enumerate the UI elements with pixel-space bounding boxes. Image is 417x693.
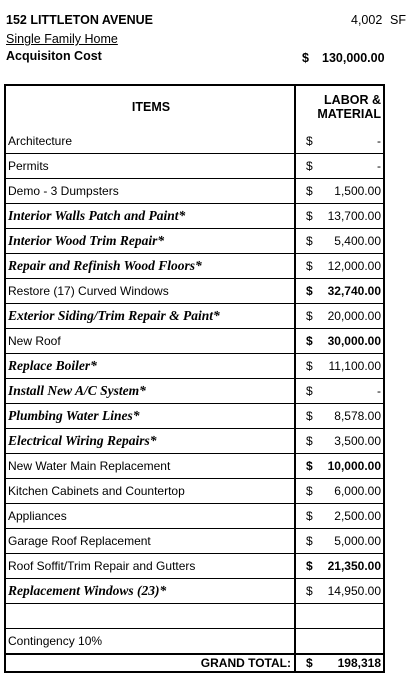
labor-header-line1: LABOR & [324,93,381,107]
item-name: Restore (17) Curved Windows [6,279,296,303]
grand-total-currency: $ [306,656,313,670]
item-currency: $ [306,409,313,423]
table-row [6,153,383,178]
item-name: Replace Boiler* [6,354,296,378]
item-cost-cell [296,279,383,303]
item-name: Interior Wood Trim Repair* [6,229,296,253]
property-type: Single Family Home [6,32,118,46]
item-cost-cell [296,379,383,403]
item-cost-cell [296,529,383,553]
item-name: Permits [6,154,296,178]
item-amount: 14,950.00 [327,584,381,598]
item-cost-cell [296,204,383,228]
table-row [6,453,383,478]
item-amount: 32,740.00 [327,284,381,298]
item-cost-cell [296,579,383,603]
item-currency: $ [306,484,313,498]
table-row [6,228,383,253]
table-row [6,603,383,628]
item-cost-cell [296,254,383,278]
item-name: Demo - 3 Dumpsters [6,179,296,203]
item-currency: $ [306,334,313,348]
item-name: Kitchen Cabinets and Countertop [6,479,296,503]
item-currency: $ [306,359,313,373]
table-row [6,128,383,153]
item-name: New Water Main Replacement [6,454,296,478]
item-cost-cell [296,128,383,153]
item-amount: 21,350.00 [327,559,381,573]
item-currency: $ [306,159,313,173]
item-amount: - [377,384,381,398]
table-row [6,503,383,528]
item-amount: 5,000.00 [334,534,381,548]
item-amount: 30,000.00 [327,334,381,348]
item-amount: 12,000.00 [327,259,381,273]
item-currency: $ [306,259,313,273]
item-name: Replacement Windows (23)* [6,579,296,603]
item-amount: 1,500.00 [334,184,381,198]
item-currency: $ [306,534,313,548]
item-currency: $ [306,509,313,523]
table-row [6,278,383,303]
item-amount: 2,500.00 [334,509,381,523]
cost-table [4,84,385,673]
table-body [6,128,383,653]
item-currency: $ [306,309,313,323]
item-name: Architecture [6,128,296,153]
item-name: Exterior Siding/Trim Repair & Paint* [6,304,296,328]
item-name: New Roof [6,329,296,353]
item-name: Electrical Wiring Repairs* [6,429,296,453]
item-name: Garage Roof Replacement [6,529,296,553]
square-footage-unit: SF [390,13,406,27]
grand-total-value: 198,318 [337,656,381,670]
item-currency: $ [306,184,313,198]
table-header-row [6,86,383,128]
table-row [6,328,383,353]
item-name: Contingency 10% [6,629,296,653]
item-cost-cell [296,454,383,478]
table-row [6,528,383,553]
grand-total-row [6,653,383,671]
item-amount: - [377,159,381,173]
item-cost-cell [296,304,383,328]
table-row [6,203,383,228]
item-cost-cell [296,154,383,178]
item-currency: $ [306,234,313,248]
table-row [6,303,383,328]
item-amount: 8,578.00 [334,409,381,423]
item-cost-cell [296,329,383,353]
item-currency: $ [306,559,313,573]
grand-total-cell [296,655,383,671]
item-cost-cell [296,179,383,203]
item-name: Install New A/C System* [6,379,296,403]
item-cost-cell [296,604,383,628]
item-currency: $ [306,584,313,598]
table-row [6,178,383,203]
item-name: Appliances [6,504,296,528]
item-amount: 11,100.00 [328,359,381,373]
item-cost-cell [296,554,383,578]
labor-header-line2: MATERIAL [317,107,381,121]
item-amount: 20,000.00 [327,309,381,323]
property-address: 152 LITTLETON AVENUE [6,13,154,27]
item-name: Plumbing Water Lines* [6,404,296,428]
table-row [6,353,383,378]
table-row [6,628,383,653]
item-amount: 13,700.00 [327,209,381,223]
item-name [6,604,296,628]
item-amount: 6,000.00 [334,484,381,498]
item-currency: $ [306,209,313,223]
table-row [6,478,383,503]
item-amount: - [377,133,381,148]
table-row [6,378,383,403]
table-row [6,578,383,603]
item-amount: 3,500.00 [334,434,381,448]
item-amount: 5,400.00 [334,234,381,248]
item-cost-cell [296,479,383,503]
grand-total-label: GRAND TOTAL: [6,655,296,671]
table-row [6,403,383,428]
item-name: Interior Walls Patch and Paint* [6,204,296,228]
item-currency: $ [306,459,313,473]
item-cost-cell [296,229,383,253]
acquisition-value: 130,000.00 [322,51,385,65]
labor-material-column-header [296,86,383,128]
item-cost-cell [296,629,383,653]
item-currency: $ [306,384,313,398]
item-cost-cell [296,429,383,453]
item-currency: $ [306,133,313,148]
item-cost-cell [296,504,383,528]
table-row [6,553,383,578]
item-currency: $ [306,284,313,298]
item-currency: $ [306,434,313,448]
item-name: Roof Soffit/Trim Repair and Gutters [6,554,296,578]
table-row [6,253,383,278]
item-cost-cell [296,404,383,428]
items-column-header: ITEMS [6,86,296,128]
acquisition-label: Acquisiton Cost [6,49,102,63]
item-amount: 10,000.00 [327,459,381,473]
item-name: Repair and Refinish Wood Floors* [6,254,296,278]
acquisition-currency: $ [302,51,309,65]
square-footage: 4,002 [351,13,383,27]
table-row [6,428,383,453]
item-cost-cell [296,354,383,378]
